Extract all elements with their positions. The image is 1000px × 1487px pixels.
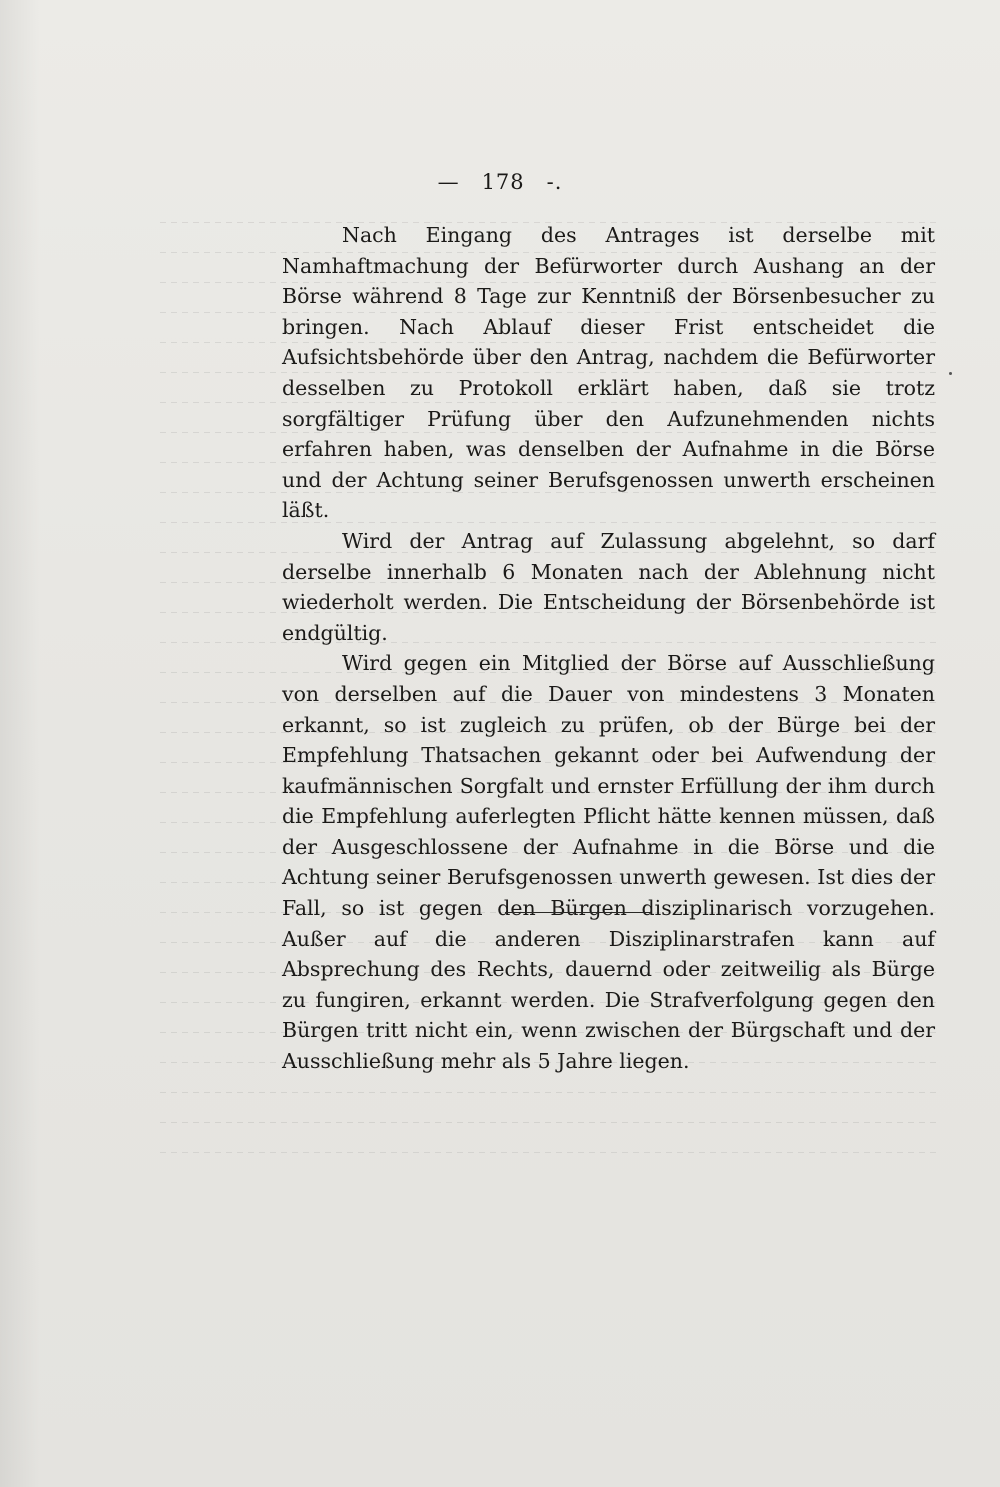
footnote-rule [505, 912, 650, 913]
page-number-dash-left: — [437, 170, 460, 194]
edge-mark [949, 372, 952, 375]
page-number-header [0, 170, 1000, 194]
paragraph-application: Nach Eingang des Antrages ist derselbe mit Namhaftmachung der Befürworter durch Aushang an der Börse während 8 Tage zur Kenntniß der Börsenbesucher zu bringen. Nach Ablauf dieser Frist entscheidet die Aufsichtsbehörde über den Antrag, nachdem die Befürworter desselben zu Protokoll erklärt haben, daß sie trotz sorgfältiger Prüfung über den Aufzunehmenden nichts erfahren haben, was denselben der Aufnahme in die Börse und der Achtung seiner Berufsgenossen unwerth erscheinen läßt. [282, 223, 935, 523]
paragraph-rejection: Wird der Antrag auf Zulassung abgelehnt, so darf derselbe innerhalb 6 Monaten nach der Ablehnung nicht wiederholt werden. Die Entscheidung der Börsenbehörde ist endgültig. [282, 528, 935, 645]
page-number: 178 [481, 170, 525, 194]
body-text [282, 220, 935, 1077]
page-number-dash-right: -. [546, 170, 563, 194]
page-gutter-shadow [0, 0, 40, 1487]
paragraph-exclusion: Wird gegen ein Mitglied der Börse auf Ausschließung von derselben auf die Dauer von mindestens 3 Monaten erkannt, so ist zugleich zu prüfen, ob der Bürge bei der Empfehlung Thatsachen gekannt oder bei Aufwendung der kaufmännischen Sorgfalt und ernster Erfüllung der ihm durch die Empfehlung auferlegten Pflicht hätte kennen müssen, daß der Ausgeschlossene der Aufnahme in die Börse und die Achtung seiner Berufsgenossen unwerth gewesen. Ist dies der Fall, so ist gegen den Bürgen disziplinarisch vorzugehen. Außer auf die anderen Disziplinarstrafen kann auf Absprechung des Rechts, dauernd oder zeitweilig als Bürge zu fungiren, erkannt werden. Die Strafverfolgung gegen den Bürgen tritt nicht ein, wenn zwischen der Bürgschaft und der Ausschließung mehr als 5 Jahre liegen. [282, 651, 935, 1074]
